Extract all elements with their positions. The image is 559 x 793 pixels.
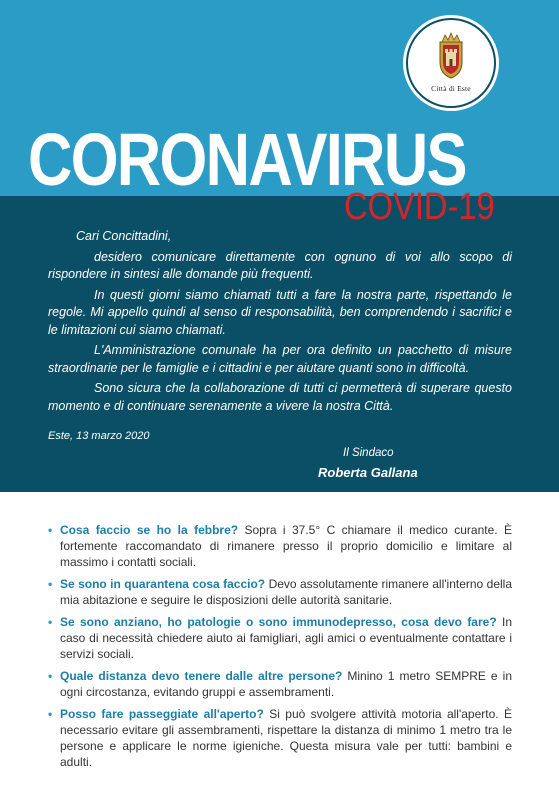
bullet-icon: •: [48, 615, 53, 629]
faq-question: Se sono anziano, ho patologie o sono immunodepresso, cosa devo fare?: [60, 615, 497, 629]
letter-date: Este, 13 marzo 2020: [48, 430, 150, 442]
bullet-icon: •: [48, 707, 53, 721]
letter-paragraph: desidero comunicare direttamente con ognuno di voi allo scopo di rispondere in sintesi alle domande più frequenti.: [48, 249, 512, 281]
letter-paragraph: Sono sicura che la collaborazione di tutti ci permetterà di superare questo momento e di continuare serenamente a vivere la nostra Città.: [48, 381, 512, 413]
bullet-icon: •: [48, 577, 53, 591]
faq-answer: Sopra i 37.5° C chiamare il medico curante. È fortemente raccomandato di rimanere presso il proprio domicilio e limitare al massimo i contatti sociali.: [60, 523, 513, 569]
faq-item: [48, 576, 512, 608]
bullet-icon: •: [48, 669, 53, 683]
letter-paragraph: L'Amministrazione comunale ha per ora definito un pacchetto di misure straordinarie per le famiglie e i cittadini e per aiutare quanti sono in difficoltà.: [48, 343, 512, 375]
faq-item: [48, 522, 512, 570]
faq-question: Quale distanza devo tenere dalle altre persone?: [60, 669, 343, 683]
letter-salutation: Cari Concittadini,: [76, 229, 172, 243]
faq-item: [48, 668, 512, 700]
faq-answer: Devo assolutamente rimanere all'interno della mia abitazione e seguire le disposizioni delle autorità sanitarie.: [60, 577, 513, 607]
faq-question: Posso fare passeggiate all'aperto?: [60, 707, 264, 721]
signature-role: Il Sindaco: [343, 447, 394, 459]
letter-paragraph: In questi giorni siamo chiamati tutti a fare la nostra parte, rispettando le regole. Mi appello quindi al senso di responsabilità, ben comprendendo i sacrifici e le limitazioni cui siamo chiamati.: [48, 287, 512, 337]
faq-item: [48, 706, 512, 770]
signature-name: Roberta Gallana: [318, 465, 418, 480]
faq-answer: In caso di necessità chiedere aiuto ai famigliari, agli amici o eventualmente contattare i servizi sociali.: [60, 615, 513, 661]
faq-question: Se sono in quarantena cosa faccio?: [60, 577, 266, 591]
faq-item: [48, 614, 512, 662]
city-name-label: Città di Este: [431, 84, 471, 93]
title-covid19: COVID-19: [344, 186, 495, 228]
faq-answer: Si può svolgere attività motoria all'aperto. È necessario evitare gli assembramenti, rispettare la distanza di minimo 1 metro tra le persone e applicare le norme igieniche. Questa misura vale per tutti: bambini e adulti.: [60, 707, 512, 769]
title-coronavirus: CORONAVIRUS: [28, 118, 466, 201]
faq-answer: Minino 1 metro SEMPRE e in ogni circostanza, evitando gruppi e assembramenti.: [60, 669, 512, 699]
bullet-icon: •: [48, 523, 53, 537]
mayor-letter: [48, 228, 512, 418]
city-coat-of-arms-icon: [434, 32, 468, 80]
faq-question: Cosa faccio se ho la febbre?: [60, 523, 239, 537]
city-seal: [406, 18, 496, 108]
faq-list: [48, 522, 512, 776]
